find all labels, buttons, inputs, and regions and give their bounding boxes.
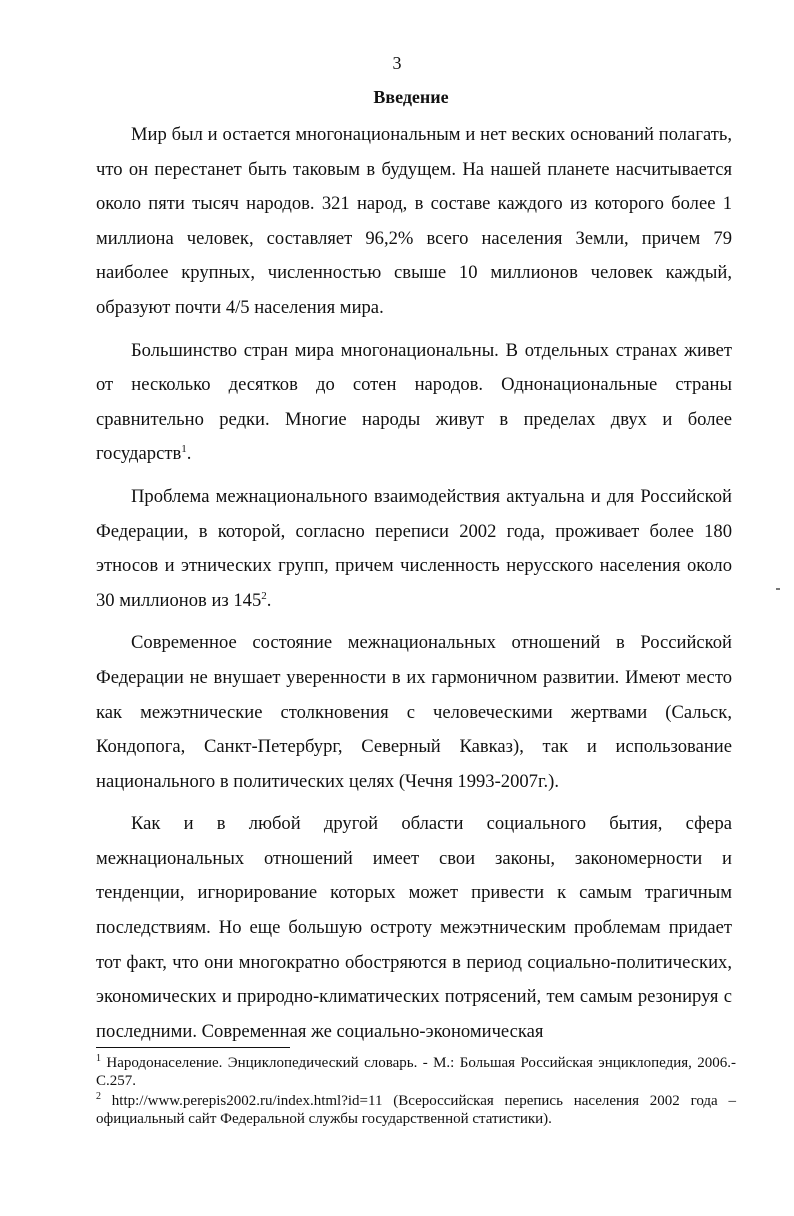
paragraph-1 <box>96 118 732 326</box>
paragraph-2 <box>96 334 732 472</box>
paragraph-3-text: Проблема межнационального взаимодействия актуальна и для Российской Федерации, в которой, согласно переписи 2002 года, проживает более 180 этносов и этнических групп, причем численность нерусского населения около 30 миллионов из 145 <box>96 485 732 611</box>
footnotes <box>96 1054 736 1130</box>
paragraph-4 <box>96 626 732 799</box>
page-title: Введение <box>373 87 449 107</box>
page-number: 3 <box>392 53 402 73</box>
paragraph-5-text: Как и в любой другой области социального бытия, сфера межнациональных отношений имеет свои законы, закономерности и тенденции, игнорирование которых может привести к самым трагичным последствиям. Но еще большую остроту межэтническим проблемам придает тот факт, что они многократно обостряются в период социально-политических, экономических и природно-климатических потрясений, тем самым резонируя с последними. Современная же социально-экономическая <box>96 813 732 1042</box>
footnote-2-text[interactable]: http://www.perepis2002.ru/index.html?id=11 (Всероссийская перепись населения 2002 года – официальный сайт Федеральной службы государственной статистики). <box>96 1093 736 1127</box>
paragraph-5 <box>96 807 732 1049</box>
paragraph-4-text: Современное состояние межнациональных отношений в Российской Федерации не внушает уверенности в их гармоничном развитии. Имеют место как межэтнические столкновения с человеческими жертвами (Сальск, Кондопога, Санкт-Петербург, Северный Кавказ), так и использование национального в политических целях (Чечня 1993-2007г.). <box>96 632 732 792</box>
paragraph-1-text: Мир был и остается многонациональным и нет веских оснований полагать, что он перестанет быть таковым в будущем. На нашей планете насчитывается около пяти тысяч народов. 321 народ, в составе каждого из которого более 1 миллиона человек, составляет 96,2% всего населения Земли, причем 79 наиболее крупных, численностью свыше 10 миллионов человек каждый, образуют почти 4/5 населения мира. <box>96 124 732 318</box>
paragraph-2-tail: . <box>186 443 192 465</box>
footnote-1-mark: 1 <box>96 1053 101 1064</box>
footnote-2 <box>96 1092 736 1128</box>
footnote-ref-1[interactable]: 1 <box>181 443 187 456</box>
body-text <box>96 118 732 1057</box>
paragraph-3 <box>96 480 732 618</box>
paragraph-2-text: Большинство стран мира многонациональны. В отдельных странах живет от несколько десятков до сотен народов. Однонациональные страны сравнительно редки. Многие народы живут в пределах двух и более государств <box>96 339 732 465</box>
footnote-1-text: Народонаселение. Энциклопедический словарь. - М.: Большая Российская энциклопедия, 2006.-С.257. <box>96 1055 737 1089</box>
footnote-2-mark: 2 <box>96 1091 101 1102</box>
scan-speck <box>776 588 780 590</box>
paragraph-3-tail: . <box>266 589 272 611</box>
footnote-1 <box>96 1054 736 1090</box>
footnote-divider <box>96 1047 290 1048</box>
footnote-ref-2[interactable]: 2 <box>261 589 267 602</box>
